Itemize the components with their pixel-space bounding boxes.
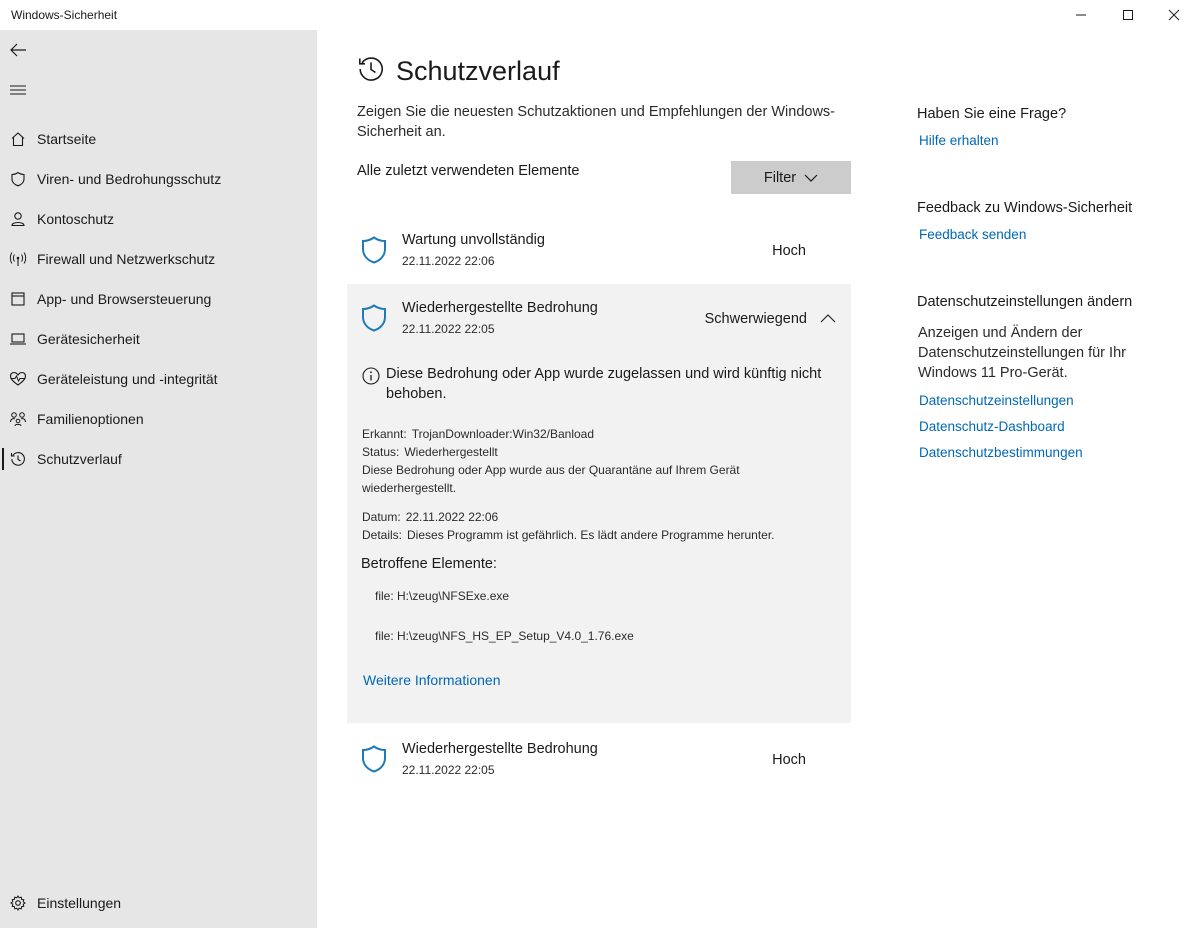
chevron-down-icon — [804, 174, 818, 182]
settings-label: Einstellungen — [37, 895, 122, 911]
sidebar-item-startseite[interactable] — [0, 119, 317, 159]
heart-pulse-icon — [0, 359, 34, 399]
family-icon — [0, 399, 34, 439]
detected-row — [362, 425, 594, 443]
history-icon — [357, 55, 385, 88]
shield-icon — [0, 159, 34, 199]
history-item[interactable] — [347, 725, 851, 793]
item-date: 22.11.2022 22:05 — [402, 763, 495, 777]
antenna-icon — [0, 239, 34, 279]
filter-label: Filter — [763, 169, 797, 186]
maximize-icon — [1122, 9, 1134, 21]
history-item-expanded — [347, 284, 851, 723]
active-indicator — [2, 448, 4, 470]
item-date: 22.11.2022 22:06 — [402, 254, 495, 268]
laptop-icon — [0, 319, 34, 359]
main-content — [317, 30, 877, 928]
detected-key: Erkannt: — [362, 427, 407, 441]
item-severity: Hoch — [772, 752, 806, 768]
home-icon — [0, 119, 34, 159]
privacy-dashboard-link[interactable]: Datenschutz-Dashboard — [919, 419, 1065, 434]
item-title: Wiederhergestellte Bedrohung — [402, 741, 598, 757]
sidebar-item-schutzverlauf[interactable] — [0, 439, 317, 479]
minimize-icon — [1075, 9, 1087, 21]
sidebar-item-label: App- und Browsersteuerung — [37, 291, 212, 307]
gear-icon — [0, 883, 34, 923]
date-key: Datum: — [362, 510, 401, 524]
history-item-header[interactable] — [347, 284, 851, 352]
item-severity: Hoch — [772, 243, 806, 259]
sidebar-item-label: Familienoptionen — [37, 411, 144, 427]
detected-value: TrojanDownloader:Win32/Banload — [411, 427, 595, 441]
date-value: 22.11.2022 22:06 — [405, 510, 499, 524]
sidebar — [0, 30, 317, 928]
affected-heading: Betroffene Elemente: — [361, 556, 497, 572]
item-title: Wartung unvollständig — [402, 232, 545, 248]
sidebar-item-virenschutz[interactable] — [0, 159, 317, 199]
shield-icon — [361, 745, 387, 778]
details-row — [362, 526, 775, 544]
hamburger-icon — [9, 84, 27, 96]
person-icon — [0, 199, 34, 239]
status-description: Diese Bedrohung oder App wurde aus der Quarantäne auf Ihrem Gerät wiederhergestellt. — [362, 463, 740, 495]
help-link[interactable]: Hilfe erhalten — [919, 133, 999, 148]
question-heading: Haben Sie eine Frage? — [917, 106, 1067, 122]
history-item[interactable] — [347, 216, 851, 284]
item-date: 22.11.2022 22:05 — [402, 322, 495, 336]
title-bar — [0, 0, 1190, 30]
sidebar-item-label: Schutzverlauf — [37, 451, 122, 467]
page-header — [357, 55, 560, 88]
section-label: Alle zuletzt verwendeten Elemente — [357, 163, 580, 179]
sidebar-item-kontoschutz[interactable] — [0, 199, 317, 239]
chevron-up-icon[interactable] — [820, 310, 836, 328]
sidebar-item-label: Gerätesicherheit — [37, 331, 140, 347]
history-icon — [0, 439, 34, 479]
filter-button[interactable] — [731, 161, 851, 194]
status-value: Wiederhergestellt — [404, 445, 498, 459]
sidebar-item-label: Viren- und Bedrohungsschutz — [37, 171, 222, 187]
maximize-button[interactable] — [1105, 0, 1151, 30]
more-info-link[interactable]: Weitere Informationen — [363, 672, 501, 688]
page-title: Schutzverlauf — [396, 56, 560, 86]
close-button[interactable] — [1151, 0, 1190, 30]
minimize-button[interactable] — [1058, 0, 1104, 30]
sidebar-item-label: Kontoschutz — [37, 211, 115, 227]
sidebar-item-firewall[interactable] — [0, 239, 317, 279]
affected-file: file: H:\zeug\NFS_HS_EP_Setup_V4.0_1.76.exe — [375, 629, 634, 643]
shield-icon — [361, 236, 387, 269]
browser-window-icon — [0, 279, 34, 319]
status-key: Status: — [362, 445, 400, 459]
privacy-settings-link[interactable]: Datenschutzeinstellungen — [919, 393, 1074, 408]
sidebar-item-geraetesicherheit[interactable] — [0, 319, 317, 359]
back-arrow-icon — [9, 43, 27, 57]
privacy-description: Anzeigen und Ändern der Datenschutzeinstellungen für Ihr Windows 11 Pro-Gerät. — [918, 325, 1126, 381]
close-icon — [1168, 9, 1180, 21]
sidebar-item-familienoptionen[interactable] — [0, 399, 317, 439]
shield-icon — [361, 304, 387, 337]
feedback-link[interactable]: Feedback senden — [919, 227, 1027, 242]
back-button[interactable] — [0, 32, 36, 68]
privacy-statement-link[interactable]: Datenschutzbestimmungen — [919, 445, 1083, 460]
sidebar-item-app-browser[interactable] — [0, 279, 317, 319]
sidebar-item-label: Firewall und Netzwerkschutz — [37, 251, 216, 267]
affected-file: file: H:\zeug\NFSExe.exe — [375, 589, 510, 603]
window-title: Windows-Sicherheit — [11, 8, 118, 22]
date-row — [362, 508, 498, 526]
page-description: Zeigen Sie die neuesten Schutzaktionen und Empfehlungen der Windows-Sicherheit an. — [357, 104, 835, 140]
details-key: Details: — [362, 528, 403, 542]
status-row — [362, 443, 498, 461]
right-panel — [917, 30, 1190, 928]
sidebar-item-label: Startseite — [37, 131, 97, 147]
item-title: Wiederhergestellte Bedrohung — [402, 300, 598, 316]
sidebar-item-einstellungen[interactable] — [0, 883, 317, 923]
sidebar-item-geraeteleistung[interactable] — [0, 359, 317, 399]
details-value: Dieses Programm ist gefährlich. Es lädt andere Programme herunter. — [407, 528, 775, 542]
info-icon — [362, 367, 380, 404]
sidebar-item-label: Geräteleistung und -integrität — [37, 371, 218, 387]
feedback-heading: Feedback zu Windows-Sicherheit — [917, 200, 1133, 216]
info-text: Diese Bedrohung oder App wurde zugelassen und wird künftig nicht behoben. — [386, 366, 822, 402]
privacy-heading: Datenschutzeinstellungen ändern — [917, 294, 1133, 310]
hamburger-menu-button[interactable] — [0, 72, 36, 108]
item-severity: Schwerwiegend — [704, 311, 807, 327]
info-message — [362, 364, 826, 404]
